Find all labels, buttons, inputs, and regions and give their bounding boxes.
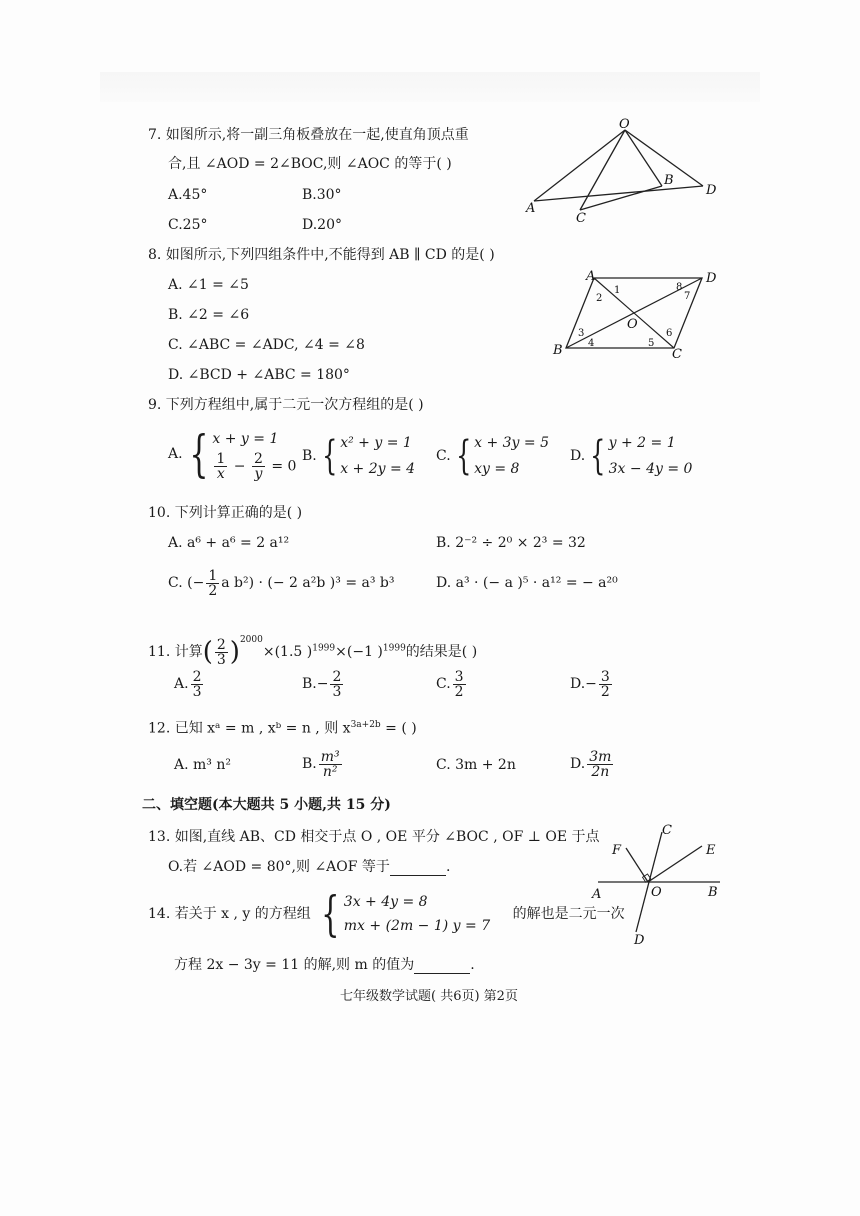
q11-stem-pre: 11. 计算 (148, 644, 203, 660)
q12-option-b (302, 746, 344, 782)
q8-angle-2: 2 (596, 293, 603, 304)
q13-fig-label-o: O (651, 885, 662, 900)
q8-fig-label-b: B (553, 343, 563, 358)
q8-angle-1: 1 (614, 285, 621, 296)
q12-d-den: 2n (591, 763, 610, 780)
q9-a-frac2-num: 2 (253, 451, 263, 467)
q8-fig-label-c: C (672, 347, 682, 360)
q7-fig-label-a: A (526, 201, 536, 216)
q9-a-frac2-den: y (254, 466, 263, 482)
q12-option-d (570, 746, 615, 782)
q10-c-num: 1 (208, 567, 218, 584)
q11-b-label: B.− (302, 676, 329, 692)
q9-option-b: B. { x² + y = 1 x + 2y = 4 (302, 430, 415, 482)
q9-b-line2: x + 2y = 4 (340, 461, 416, 477)
q9-stem: 9. 下列方程组中,属于二元一次方程组的是( ) (148, 397, 424, 413)
q14-line2-text: 方程 2x − 3y = 11 的解,则 m 的值为 (174, 957, 415, 973)
q9-option-a: A. { x + y = 1 $\frac{1}{x}$ − $\frac{2}{y}$ = 0 (168, 424, 297, 483)
q9-b-label: B. (302, 448, 317, 464)
q11-d-den: 2 (600, 683, 610, 700)
q13-line2-text: O.若 ∠AOD = 80°,则 ∠AOF 等于 (168, 859, 390, 875)
q7-stem-line2: 合,且 ∠AOD = 2∠BOC,则 ∠AOC 的等于( ) (168, 156, 452, 172)
q7-option-c: C.25° (168, 217, 208, 233)
q7-fig-label-d: D (706, 183, 717, 198)
q11-a-label: A. (174, 676, 189, 692)
q9-a-label: A. (168, 445, 183, 462)
q8-angle-8: 8 (676, 282, 683, 293)
q10-stem: 10. 下列计算正确的是( ) (148, 505, 303, 521)
q14-line2-end: . (470, 957, 475, 973)
q11-exp1: 2000 (239, 635, 263, 645)
q7-option-b: B.30° (302, 187, 342, 203)
q9-a-frac1-num: 1 (216, 451, 226, 467)
q11-a-num: 2 (192, 668, 202, 685)
q9-c-line1: x + 3y = 5 (474, 435, 550, 451)
q11-stem-post: 的结果是( ) (405, 644, 478, 660)
q10-option-a: A. a⁶ + a⁶ = 2 a¹² (168, 535, 290, 551)
q8-fig-label-o: O (627, 317, 638, 332)
q9-a-eq: = 0 (271, 458, 297, 475)
q11-c-num: 3 (454, 668, 464, 685)
q11-option-d (570, 668, 614, 700)
q11-option-a (174, 668, 205, 700)
q14-answer-blank[interactable] (414, 959, 470, 974)
q11-stem-mid2: ×(−1 ) (335, 644, 383, 660)
q11-c-label: C. (436, 676, 451, 692)
q8-option-a: A. ∠1 = ∠5 (168, 277, 249, 293)
q9-a-line1: x + y = 1 (212, 431, 279, 447)
q8-angle-5: 5 (648, 338, 655, 349)
q9-d-label: D. (570, 448, 586, 464)
scan-artifact (100, 72, 760, 102)
q11-base-num: 2 (216, 636, 226, 653)
q12-b-num: m³ (320, 748, 340, 765)
q8-option-b: B. ∠2 = ∠6 (168, 307, 250, 323)
q8-fig-label-a: A (586, 269, 596, 284)
q8-stem: 8. 如图所示,下列四组条件中,不能得到 AB ∥ CD 的是( ) (148, 247, 495, 263)
q13-fig-label-d: D (634, 933, 645, 948)
q12-stem-post: = ( ) (380, 720, 417, 737)
q9-b-line1: x² + y = 1 (340, 435, 412, 451)
q14-post: 的解也是二元一次 (512, 906, 625, 922)
q9-option-c: C. { x + 3y = 5 xy = 8 (436, 430, 549, 482)
q12-stem (148, 716, 417, 738)
q11-d-num: 3 (600, 668, 610, 685)
q13-line2-end: . (445, 859, 451, 875)
q7-triangle-figure (520, 118, 730, 228)
q9-c-label: C. (436, 448, 451, 464)
q12-d-label: D. (570, 756, 586, 772)
q14-line2 (174, 956, 475, 974)
q13-fig-label-c: C (662, 823, 672, 838)
q8-parallelogram-figure (548, 268, 728, 360)
q10-c-post: a b²) · (− 2 a²b )³ = a³ b³ (221, 575, 395, 591)
q13-fig-label-a: A (592, 887, 602, 902)
q11-base-den: 3 (216, 651, 226, 668)
q7-fig-label-b: B (664, 173, 674, 188)
q12-d-num: 3m (589, 748, 612, 765)
q8-angle-6: 6 (666, 328, 673, 339)
q12-exp: 3a+2b (350, 720, 381, 730)
q13-line2 (168, 858, 450, 876)
q7-option-d: D.20° (302, 217, 342, 233)
section2-heading: 二、填空题(本大题共 5 小题,共 15 分) (142, 797, 391, 813)
q12-option-c: C. 3m + 2n (436, 757, 516, 773)
q13-fig-label-b: B (708, 885, 718, 900)
page-footer: 七年级数学试题( 共6页) 第2页 (340, 989, 518, 1004)
q12-option-a: A. m³ n² (174, 757, 231, 773)
q8-option-c: C. ∠ABC = ∠ADC, ∠4 = ∠8 (168, 337, 365, 353)
q11-stem-mid: ×(1.5 ) (262, 644, 313, 660)
q10-option-c (168, 566, 394, 600)
q8-option-d: D. ∠BCD + ∠ABC = 180° (168, 367, 350, 383)
q12-b-label: B. (302, 756, 317, 772)
q7-fig-label-o: O (619, 118, 630, 132)
q14-system-line2: mx + (2m − 1) y = 7 (343, 918, 491, 934)
q11-stem: 11. 计算( $\frac{2}{3}$ )$^{2000}$×(1.5 )$^{1999}$×(−1 )$^{1999}$的结果是( ) (148, 635, 478, 668)
q9-a-minus: − (233, 458, 246, 475)
q9-c-line2: xy = 8 (474, 461, 520, 477)
q9-d-line2: 3x − 4y = 0 (608, 461, 693, 477)
q13-fig-label-f: F (612, 843, 622, 858)
q12-stem-pre: 12. 已知 xᵃ = m , xᵇ = n , 则 x (148, 720, 351, 737)
q8-angle-4: 4 (588, 338, 595, 349)
q11-option-b (302, 668, 345, 700)
q7-stem-line1: 7. 如图所示,将一副三角板叠放在一起,使直角顶点重 (148, 127, 469, 143)
q8-angle-7: 7 (684, 291, 691, 302)
q11-d-label: D.− (570, 676, 597, 692)
q10-c-pre: C. (− (168, 575, 205, 591)
q11-exp2: 1999 (312, 643, 336, 654)
q14-pre: 14. 若关于 x , y 的方程组 (148, 906, 311, 922)
q11-b-den: 3 (332, 683, 342, 700)
q11-b-num: 2 (332, 668, 342, 685)
q10-option-b: B. 2⁻² ÷ 2⁰ × 2³ = 32 (436, 535, 586, 551)
q9-a-frac1-den: x (216, 466, 225, 482)
q7-fig-label-c: C (576, 211, 586, 226)
q9-option-d: D. { y + 2 = 1 3x − 4y = 0 (570, 430, 692, 482)
q11-option-c (436, 668, 468, 700)
q7-option-a: A.45° (168, 187, 208, 203)
q13-fig-label-e: E (706, 843, 716, 858)
q12-b-den: n² (322, 763, 338, 780)
q11-a-den: 3 (192, 683, 202, 700)
q11-c-den: 2 (454, 683, 464, 700)
q10-option-d: D. a³ · (− a )⁵ · a¹² = − a²⁰ (436, 575, 618, 591)
q9-d-line1: y + 2 = 1 (608, 435, 676, 451)
q14-line1: 14. 若关于 x , y 的方程组 { 3x + 4y = 8 mx + (2m − 1) y = 7 的解也是二元一次 (148, 886, 625, 942)
q14-system-line1: 3x + 4y = 8 (343, 894, 428, 910)
q8-angle-3: 3 (578, 328, 585, 339)
q11-exp3: 1999 (382, 643, 406, 654)
q13-line1: 13. 如图,直线 AB、CD 相交于点 O , OE 平分 ∠BOC , OF ⊥ OE 于点 (148, 829, 600, 845)
q13-answer-blank[interactable] (390, 861, 446, 876)
q8-fig-label-d: D (706, 271, 717, 286)
q10-c-den: 2 (208, 582, 218, 599)
